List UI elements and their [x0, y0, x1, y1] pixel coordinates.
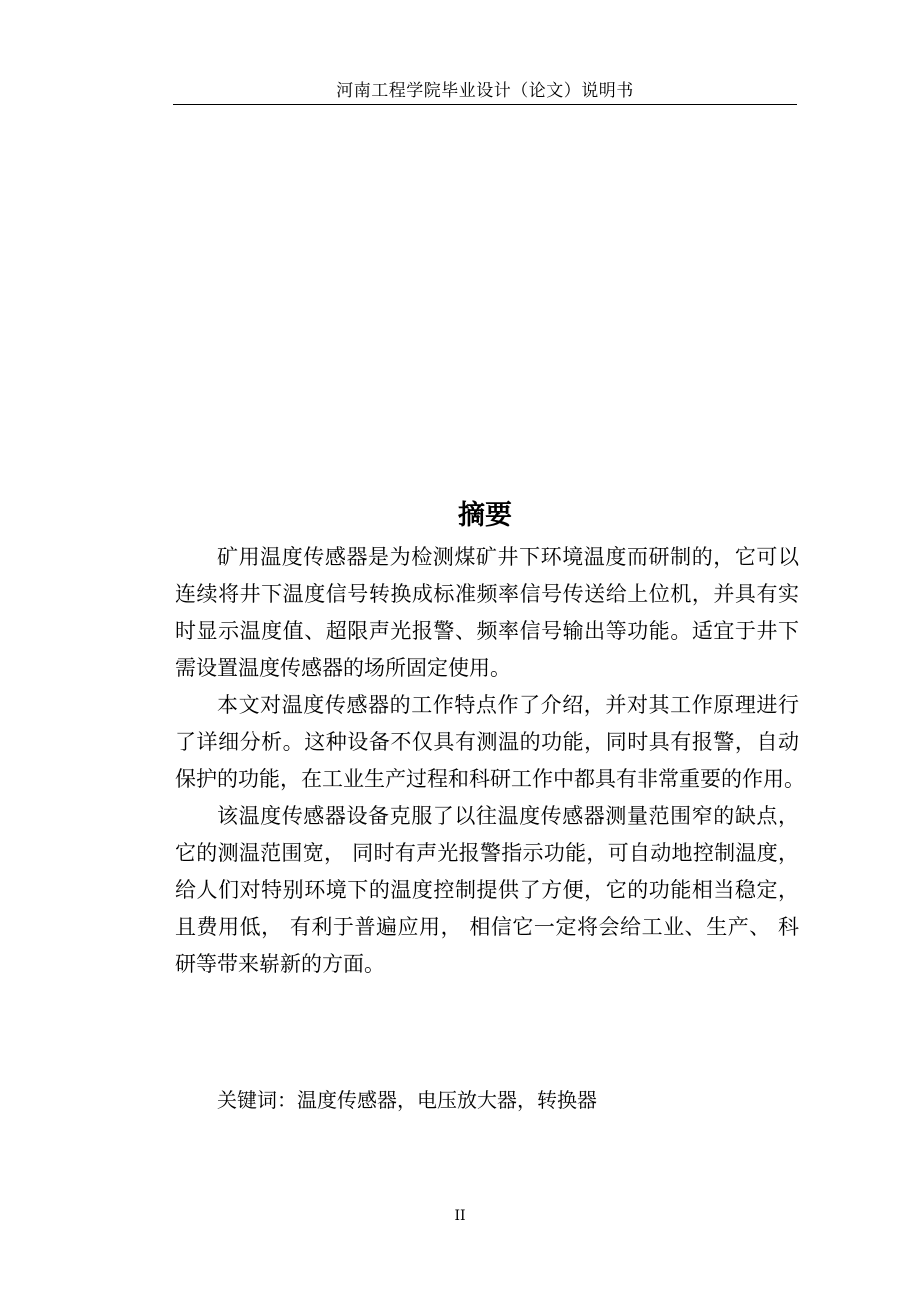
text-line: 保护的功能，在工业生产过程和科研工作中都具有非常重要的作用。: [175, 767, 805, 791]
page-number: II: [454, 1208, 466, 1224]
text-line: 需设置温度传感器的场所固定使用。: [175, 656, 511, 680]
abstract-body: [175, 539, 805, 983]
abstract-title: 摘要: [458, 500, 512, 531]
keywords-line: 关键词：温度传感器，电压放大器，转换器: [217, 1088, 597, 1112]
header-rule: [173, 104, 797, 105]
text-line: 本文对温度传感器的工作特点作了介绍，并对其工作原理进行: [217, 693, 799, 717]
text-line: 时显示温度值、超限声光报警、频率信号输出等功能。适宜于井下: [175, 619, 799, 643]
abstract-paragraph-3: [175, 798, 799, 983]
text-line: 且费用低， 有利于普遍应用， 相信它一定将会给工业、生产、 科: [175, 915, 799, 939]
text-line: 研等带来崭新的方面。: [175, 952, 385, 976]
text-line: 它的测温范围宽， 同时有声光报警指示功能，可自动地控制温度，: [175, 841, 799, 865]
running-header: 河南工程学院毕业设计（论文）说明书: [336, 81, 634, 101]
text-line: 矿用温度传感器是为检测煤矿井下环境温度而研制的，它可以: [217, 545, 799, 569]
text-line: 给人们对特别环境下的温度控制提供了方便，它的功能相当稳定，: [175, 878, 799, 902]
text-line: 连续将井下温度信号转换成标准频率信号传送给上位机，并具有实: [175, 582, 799, 606]
abstract-paragraph-1: [175, 539, 799, 687]
text-line: 了详细分析。这种设备不仅具有测温的功能，同时具有报警，自动: [175, 730, 799, 754]
abstract-paragraph-2: [175, 687, 805, 798]
text-line: 该温度传感器设备克服了以往温度传感器测量范围窄的缺点，: [217, 804, 799, 828]
